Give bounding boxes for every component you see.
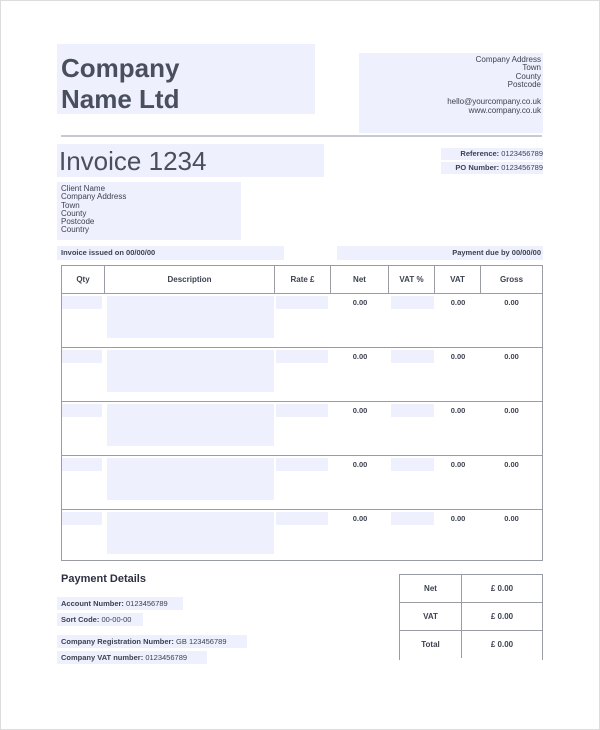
invoice-title[interactable]: Invoice 1234 <box>57 144 324 177</box>
vat-value: 0.00 <box>450 406 466 415</box>
client-address: Company Address <box>61 192 127 202</box>
description-field[interactable] <box>107 350 274 392</box>
qty-field[interactable] <box>62 350 102 363</box>
client-name: Client Name <box>61 184 106 193</box>
client-country: Country <box>61 225 90 235</box>
rate-field[interactable] <box>276 350 328 363</box>
client-county: County <box>61 208 87 218</box>
net-value: 0.00 <box>352 406 368 415</box>
account-number-label: Account Number: <box>61 599 124 608</box>
company-vat-line[interactable] <box>57 651 207 664</box>
table-row <box>62 294 542 348</box>
vat-percent-field[interactable] <box>391 458 434 471</box>
qty-field[interactable] <box>62 512 102 525</box>
vat-value: 0.00 <box>450 460 466 469</box>
company-name-line2: Name Ltd <box>61 84 180 114</box>
net-value: 0.00 <box>352 352 368 361</box>
company-name-line1: Company <box>61 53 180 83</box>
description-field[interactable] <box>107 404 274 446</box>
rate-field[interactable] <box>276 458 328 471</box>
company-county: County <box>515 71 541 81</box>
reference-line[interactable] <box>441 148 543 160</box>
company-town: Town <box>522 63 541 73</box>
reference-value: 0123456789 <box>501 149 543 158</box>
qty-field[interactable] <box>62 458 102 471</box>
company-email: hello@yourcompany.co.uk <box>447 97 541 107</box>
totals-row-total <box>400 631 542 659</box>
rate-field[interactable] <box>276 512 328 525</box>
company-vat-value: 0123456789 <box>145 653 188 662</box>
payment-due-date[interactable]: Payment due by 00/00/00 <box>337 246 543 260</box>
vat-percent-field[interactable] <box>391 512 434 525</box>
header-description: Description <box>105 266 275 293</box>
sort-code-value: 00-00-00 <box>101 615 132 624</box>
totals-net-value: £ 0.00 <box>490 584 514 593</box>
vat-value: 0.00 <box>450 514 466 523</box>
po-value: 0123456789 <box>501 163 543 172</box>
table-row <box>62 510 542 564</box>
totals-vat-value: £ 0.00 <box>490 612 514 621</box>
description-field[interactable] <box>107 512 274 554</box>
client-address-block[interactable] <box>57 182 241 240</box>
vat-percent-field[interactable] <box>391 296 434 309</box>
table-row <box>62 456 542 510</box>
totals-vat-label: VAT <box>400 603 462 630</box>
description-field[interactable] <box>107 296 274 338</box>
header-qty: Qty <box>62 266 105 293</box>
vat-value: 0.00 <box>450 298 466 307</box>
header-vat: VAT <box>435 266 481 293</box>
totals-net-label: Net <box>400 575 462 602</box>
net-value: 0.00 <box>352 298 368 307</box>
account-number-value: 0123456789 <box>126 599 168 608</box>
net-value: 0.00 <box>352 460 368 469</box>
header-gross: Gross <box>499 275 524 284</box>
invoice-issued-date[interactable]: Invoice issued on 00/00/00 <box>57 246 284 260</box>
rate-field[interactable] <box>276 296 328 309</box>
company-registration-value: GB 123456789 <box>176 637 227 646</box>
header-net: Net <box>331 266 389 293</box>
company-address-block[interactable] <box>359 53 543 133</box>
gross-value: 0.00 <box>504 406 519 415</box>
totals-table <box>399 574 543 660</box>
client-town: Town <box>61 200 80 210</box>
header-rate: Rate £ <box>275 266 331 293</box>
company-vat-label: Company VAT number: <box>61 653 144 662</box>
reference-label: Reference: <box>460 149 500 158</box>
company-name[interactable] <box>57 44 315 114</box>
line-items-table <box>61 265 543 561</box>
totals-row-net <box>400 575 542 603</box>
rate-field[interactable] <box>276 404 328 417</box>
account-number-line[interactable] <box>57 597 183 610</box>
payment-details-title: Payment Details <box>61 573 146 585</box>
company-address: Company Address <box>475 55 541 64</box>
header-vat-percent: VAT % <box>389 266 435 293</box>
table-header <box>62 266 542 294</box>
gross-value: 0.00 <box>504 298 519 307</box>
totals-total-value: £ 0.00 <box>490 640 514 649</box>
company-postcode: Postcode <box>507 80 541 90</box>
description-field[interactable] <box>107 458 274 500</box>
po-label: PO Number: <box>455 163 500 172</box>
gross-value: 0.00 <box>504 514 519 523</box>
client-postcode: Postcode <box>61 217 95 227</box>
company-registration-line[interactable] <box>57 635 247 648</box>
net-value: 0.00 <box>352 514 368 523</box>
gross-value: 0.00 <box>504 460 519 469</box>
qty-field[interactable] <box>62 296 102 309</box>
company-website: www.company.co.uk <box>468 105 541 115</box>
totals-total-label: Total <box>400 631 462 658</box>
gross-value: 0.00 <box>504 352 519 361</box>
qty-field[interactable] <box>62 404 102 417</box>
vat-value: 0.00 <box>450 352 466 361</box>
table-row <box>62 348 542 402</box>
table-row <box>62 402 542 456</box>
sort-code-label: Sort Code: <box>61 615 100 624</box>
vat-percent-field[interactable] <box>391 350 434 363</box>
po-number-line[interactable] <box>441 162 543 174</box>
sort-code-line[interactable] <box>57 613 143 626</box>
header-divider <box>61 135 542 137</box>
vat-percent-field[interactable] <box>391 404 434 417</box>
totals-row-vat <box>400 603 542 631</box>
company-registration-label: Company Registration Number: <box>61 637 174 646</box>
